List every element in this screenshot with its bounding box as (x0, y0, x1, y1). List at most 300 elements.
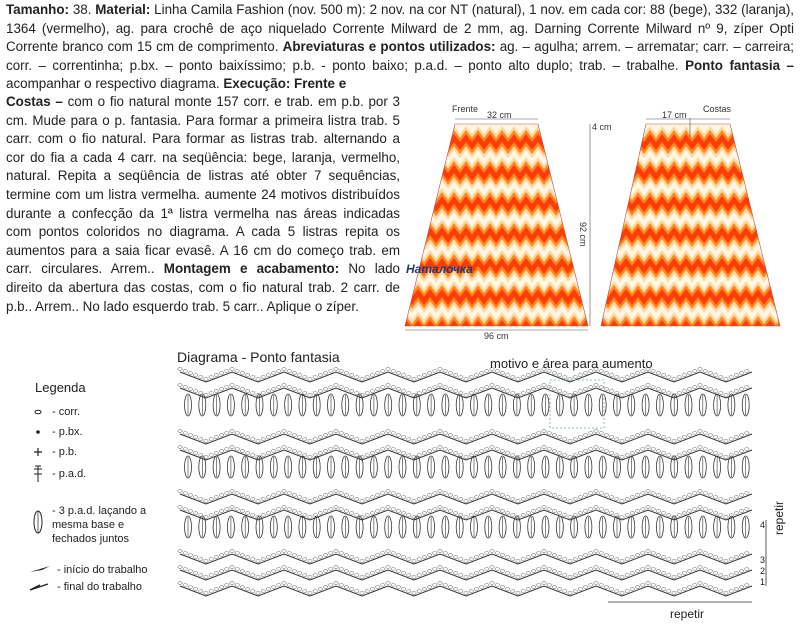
chain-stitch (219, 434, 223, 437)
chain-stitch (251, 574, 255, 577)
chain-stitch (537, 386, 541, 389)
chain-stitch (687, 494, 691, 497)
chain-stitch (693, 508, 697, 511)
chain-stitch (646, 582, 650, 585)
chain-stitch (199, 590, 203, 593)
chain-stitch (693, 552, 697, 555)
chain-stitch (391, 508, 395, 511)
chain-stitch (251, 376, 255, 379)
legend-slip-stitch-label: - p.bx. (52, 426, 83, 438)
chain-stitch (204, 378, 208, 381)
chain-stitch (563, 590, 567, 593)
chain-stitch (578, 436, 582, 439)
chain-stitch (604, 434, 608, 437)
chain-stitch (318, 588, 322, 591)
chain-stitch (677, 558, 681, 561)
chain-stitch (578, 496, 582, 499)
chain-stitch (547, 552, 551, 555)
chain-stitch (199, 574, 203, 577)
row-number-1: 1 (760, 577, 766, 587)
chain-stitch (277, 508, 281, 511)
chain-stitch (339, 568, 343, 571)
chain-stitch (318, 496, 322, 499)
chain-stitch (479, 510, 483, 513)
chain-stitch (308, 456, 312, 459)
chain-stitch (412, 440, 416, 443)
chain-stitch (240, 586, 244, 589)
chain-stitch (682, 452, 686, 455)
chain-stitch (193, 452, 197, 455)
chain-stitch (329, 508, 333, 511)
chain-stitch (391, 584, 395, 587)
chain-stitch (334, 384, 338, 387)
chain-stitch (552, 554, 556, 557)
chain-stitch (183, 508, 187, 511)
chain-stitch (646, 550, 650, 553)
chain-stitch (433, 370, 437, 373)
chain-stitch (578, 556, 582, 559)
chain-stitch (277, 568, 281, 571)
chain-stitch (401, 588, 405, 591)
chain-stitch (635, 494, 639, 497)
chain-stitch (526, 496, 530, 499)
chain-stitch (667, 376, 671, 379)
chain-stitch (235, 448, 239, 451)
chain-stitch (495, 492, 499, 495)
chain-stitch (547, 432, 551, 435)
chain-stitch (245, 512, 249, 515)
chain-stitch (469, 590, 473, 593)
chain-stitch (469, 438, 473, 441)
chain-stitch (282, 550, 286, 553)
chain-stitch (615, 498, 619, 501)
chain-stitch (193, 374, 197, 377)
chain-stitch (651, 552, 655, 555)
chain-stitch (661, 390, 665, 393)
chain-stitch (339, 552, 343, 555)
chain-stitch (620, 394, 624, 397)
chain-stitch (537, 584, 541, 587)
intro-run: ag. – agulha; arrem. – arrematar; carr. – carreira; corr. – correntinha; p.bx. – ponto baixíssimo; p.b. - ponto baixo; p.a.d. – ponto alto duplo; trab. – trabalhe. (6, 39, 795, 73)
chain-stitch (438, 446, 442, 449)
chain-stitch (739, 494, 743, 497)
chain-stitch (334, 446, 338, 449)
chain-stitch (292, 554, 296, 557)
chain-stitch (589, 584, 593, 587)
chain-stitch (245, 390, 249, 393)
chain-stitch (375, 450, 379, 453)
chain-stitch (620, 560, 624, 563)
chain-stitch (256, 440, 260, 443)
chain-stitch (214, 572, 218, 575)
chain-stitch (646, 384, 650, 387)
chain-stitch (183, 492, 187, 495)
front-top-width: 32 cm (487, 110, 512, 120)
chain-stitch (677, 574, 681, 577)
chain-stitch (682, 390, 686, 393)
chain-stitch (282, 446, 286, 449)
chain-stitch (188, 510, 192, 513)
chain-stitch (531, 510, 535, 513)
chain-stitch (521, 392, 525, 395)
chain-stitch (552, 586, 556, 589)
chain-stitch (651, 492, 655, 495)
chain-stitch (464, 516, 468, 519)
chain-stitch (667, 590, 671, 593)
chain-stitch (604, 494, 608, 497)
chain-stitch (209, 574, 213, 577)
chain-stitch (682, 374, 686, 377)
chain-stitch (427, 372, 431, 375)
chain-stitch (542, 490, 546, 493)
chain-stitch (453, 588, 457, 591)
chain-stitch (375, 434, 379, 437)
chain-stitch (349, 512, 353, 515)
chain-stitch (589, 432, 593, 435)
chain-stitch (323, 554, 327, 557)
chain-stitch (282, 384, 286, 387)
chain-stitch (677, 498, 681, 501)
chain-stitch (734, 436, 738, 439)
chain-stitch (656, 388, 660, 391)
chain-stitch (485, 568, 489, 571)
chain-stitch (656, 586, 660, 589)
chain-stitch (386, 490, 390, 493)
chain-stitch (245, 436, 249, 439)
chain-stitch (443, 448, 447, 451)
chain-stitch (230, 566, 234, 569)
bottom-width: 96 cm (484, 331, 509, 341)
chain-stitch (365, 438, 369, 441)
chain-stitch (318, 374, 322, 377)
chain-stitch (349, 588, 353, 591)
chain-stitch (375, 388, 379, 391)
chain-stitch (521, 514, 525, 517)
chain-stitch (703, 584, 707, 587)
chain-stitch (724, 576, 728, 579)
chain-stitch (537, 508, 541, 511)
chain-stitch (505, 572, 509, 575)
chain-stitch (578, 588, 582, 591)
chain-stitch (365, 558, 369, 561)
chain-stitch (745, 508, 749, 511)
chain-stitch (329, 568, 333, 571)
chain-stitch (745, 492, 749, 495)
chain-stitch (240, 372, 244, 375)
chain-stitch (552, 570, 556, 573)
chain-stitch (401, 374, 405, 377)
chain-stitch (308, 576, 312, 579)
chain-stitch (282, 430, 286, 433)
para-run: Costas – (6, 94, 63, 109)
chain-stitch (604, 570, 608, 573)
chain-stitch (355, 574, 359, 577)
chain-stitch (583, 388, 587, 391)
chain-stitch (204, 440, 208, 443)
chain-stitch (557, 512, 561, 515)
chain-stitch (745, 370, 749, 373)
chain-stitch (713, 588, 717, 591)
chain-stitch (266, 374, 270, 377)
chain-stitch (219, 450, 223, 453)
chain-stitch (277, 552, 281, 555)
chain-stitch (542, 430, 546, 433)
chain-stitch (360, 378, 364, 381)
chain-stitch (615, 590, 619, 593)
chain-stitch (547, 448, 551, 451)
chain-stitch (412, 378, 416, 381)
chain-stitch (407, 438, 411, 441)
chain-stitch (667, 392, 671, 395)
chain-stitch (427, 450, 431, 453)
chain-stitch (292, 372, 296, 375)
chain-stitch (568, 500, 572, 503)
chain-stitch (656, 554, 660, 557)
chain-stitch (313, 438, 317, 441)
diagram-title: Diagrama - Ponto fantasia (177, 349, 340, 365)
chain-stitch (193, 556, 197, 559)
chain-stitch (344, 586, 348, 589)
chain-stitch (521, 558, 525, 561)
chain-stitch (318, 512, 322, 515)
chain-stitch (703, 370, 707, 373)
chain-stitch (646, 506, 650, 509)
chain-stitch (500, 388, 504, 391)
chain-stitch (303, 438, 307, 441)
chain-stitch (635, 450, 639, 453)
chain-stitch (282, 506, 286, 509)
chain-stitch (469, 376, 473, 379)
chain-stitch (542, 446, 546, 449)
chain-stitch (204, 516, 208, 519)
chain-stitch (178, 384, 182, 387)
chain-stitch (370, 572, 374, 575)
chain-stitch (303, 590, 307, 593)
chain-stitch (495, 584, 499, 587)
chain-stitch (313, 558, 317, 561)
intro-run: Material: (95, 2, 151, 17)
chain-stitch (365, 454, 369, 457)
chain-stitch (391, 370, 395, 373)
chain-stitch (563, 574, 567, 577)
chain-stitch (303, 376, 307, 379)
chain-stitch (557, 390, 561, 393)
chain-stitch (469, 392, 473, 395)
chain-stitch (479, 434, 483, 437)
chain-stitch (396, 586, 400, 589)
chain-stitch (235, 552, 239, 555)
chain-stitch (739, 586, 743, 589)
chain-stitch (417, 514, 421, 517)
chain-stitch (287, 584, 291, 587)
chain-stitch (531, 494, 535, 497)
chain-stitch (625, 392, 629, 395)
chain-stitch (724, 516, 728, 519)
chain-stitch (188, 372, 192, 375)
chain-stitch (344, 510, 348, 513)
chain-stitch (355, 558, 359, 561)
chain-stitch (313, 392, 317, 395)
chain-stitch (474, 452, 478, 455)
chain-stitch (734, 588, 738, 591)
chain-stitch (672, 592, 676, 595)
chain-stitch (516, 576, 520, 579)
chain-stitch (209, 514, 213, 517)
chain-stitch (308, 440, 312, 443)
chain-stitch (360, 576, 364, 579)
chain-stitch (485, 370, 489, 373)
chain-stitch (407, 392, 411, 395)
chain-stitch (521, 590, 525, 593)
chain-stitch (739, 434, 743, 437)
chain-stitch (271, 450, 275, 453)
chain-stitch (511, 376, 515, 379)
chain-stitch (745, 552, 749, 555)
chain-stitch (677, 376, 681, 379)
chain-stitch (708, 372, 712, 375)
chain-stitch (329, 492, 333, 495)
chain-stitch (183, 568, 187, 571)
chain-stitch (703, 386, 707, 389)
chain-stitch (230, 550, 234, 553)
chain-stitch (188, 586, 192, 589)
chain-stitch (188, 554, 192, 557)
chain-stitch (303, 574, 307, 577)
chain-stitch (349, 374, 353, 377)
chain-stitch (500, 450, 504, 453)
chain-stitch (396, 570, 400, 573)
chain-stitch (261, 498, 265, 501)
chain-stitch (459, 498, 463, 501)
chain-stitch (474, 572, 478, 575)
chain-stitch (251, 454, 255, 457)
chain-stitch (199, 498, 203, 501)
chain-stitch (485, 492, 489, 495)
chain-stitch (214, 588, 218, 591)
chain-stitch (230, 368, 234, 371)
chain-stitch (583, 450, 587, 453)
chain-stitch (193, 496, 197, 499)
chain-stitch (698, 582, 702, 585)
chain-stitch (630, 436, 634, 439)
chain-stitch (355, 376, 359, 379)
chain-stitch (381, 492, 385, 495)
chain-stitch (729, 590, 733, 593)
chain-stitch (635, 372, 639, 375)
chain-stitch (599, 552, 603, 555)
chain-stitch (235, 584, 239, 587)
chain-stitch (474, 556, 478, 559)
chain-stitch (427, 510, 431, 513)
chain-stitch (370, 512, 374, 515)
chain-stitch (573, 590, 577, 593)
chain-stitch (594, 430, 598, 433)
chain-stitch (334, 550, 338, 553)
chain-stitch (609, 436, 613, 439)
chain-stitch (625, 438, 629, 441)
chain-stitch (505, 556, 509, 559)
chain-stitch (724, 592, 728, 595)
chain-stitch (542, 582, 546, 585)
chain-stitch (235, 432, 239, 435)
chain-stitch (615, 376, 619, 379)
chain-stitch (469, 514, 473, 517)
chain-stitch (713, 390, 717, 393)
para-run: com o fio natural monte 157 corr. e trab. em p.b. por 3 cm. Mude para o p. fantasia. Para formar a primeira listra trab. 5 carr. com o fio natural. Para formar as listras trab. alternando a cor do fia a cada 4 carr. na seqüência: bege, laranja, vermelho, natural. Repita a seqüência de listras até obter 7 sequências, termine com um listra vermelha. aumente 24 motivos distribuídos durante a confecção da 1ª listra vermelha nas áreas indicadas com pontos coloridos no diagrama. A cada 5 listras repita os aumentos para a saia ficar evasê. A 16 cm do começo trab. em carr. circulares. Arrem.. (6, 94, 400, 277)
chain-stitch (178, 430, 182, 433)
chain-stitch (713, 572, 717, 575)
chain-stitch (386, 446, 390, 449)
chain-stitch (646, 430, 650, 433)
chain-stitch (552, 510, 556, 513)
chain-stitch (609, 512, 613, 515)
chain-stitch (422, 512, 426, 515)
chain-stitch (557, 572, 561, 575)
chain-stitch (219, 554, 223, 557)
legend-start-label: - início do trabalho (57, 564, 148, 576)
chain-stitch (641, 492, 645, 495)
chain-stitch (713, 556, 717, 559)
chain-stitch (178, 582, 182, 585)
chain-stitch (682, 556, 686, 559)
chain-stitch (646, 446, 650, 449)
chain-stitch (407, 376, 411, 379)
chain-stitch (271, 586, 275, 589)
chain-stitch (240, 450, 244, 453)
chain-stitch (365, 590, 369, 593)
waistband-height: 4 cm (592, 122, 612, 132)
chain-stitch (495, 508, 499, 511)
chain-stitch (370, 452, 374, 455)
chain-stitch (490, 446, 494, 449)
chain-stitch (661, 436, 665, 439)
chain-stitch (459, 376, 463, 379)
chain-stitch (479, 372, 483, 375)
chain-stitch (479, 586, 483, 589)
chain-stitch (594, 506, 598, 509)
chain-stitch (703, 552, 707, 555)
chain-stitch (401, 452, 405, 455)
chain-stitch (635, 570, 639, 573)
chain-stitch (485, 552, 489, 555)
chain-stitch (599, 386, 603, 389)
row-number-3: 3 (760, 555, 766, 565)
chain-stitch (568, 440, 572, 443)
chain-stitch (594, 384, 598, 387)
chain-stitch (214, 436, 218, 439)
chain-stitch (188, 570, 192, 573)
chain-stitch (511, 438, 515, 441)
chain-stitch (219, 494, 223, 497)
chain-stitch (609, 556, 613, 559)
chain-stitch (349, 452, 353, 455)
chain-stitch (739, 450, 743, 453)
chain-stitch (261, 574, 265, 577)
chain-stitch (349, 496, 353, 499)
chain-stitch (334, 582, 338, 585)
chain-stitch (433, 492, 437, 495)
chain-stitch (417, 376, 421, 379)
chain-stitch (495, 448, 499, 451)
chain-stitch (308, 560, 312, 563)
chain-stitch (370, 374, 374, 377)
chain-stitch (240, 570, 244, 573)
chain-stitch (245, 588, 249, 591)
chain-stitch (344, 388, 348, 391)
chain-stitch (219, 510, 223, 513)
chain-stitch (511, 590, 515, 593)
chain-stitch (677, 514, 681, 517)
